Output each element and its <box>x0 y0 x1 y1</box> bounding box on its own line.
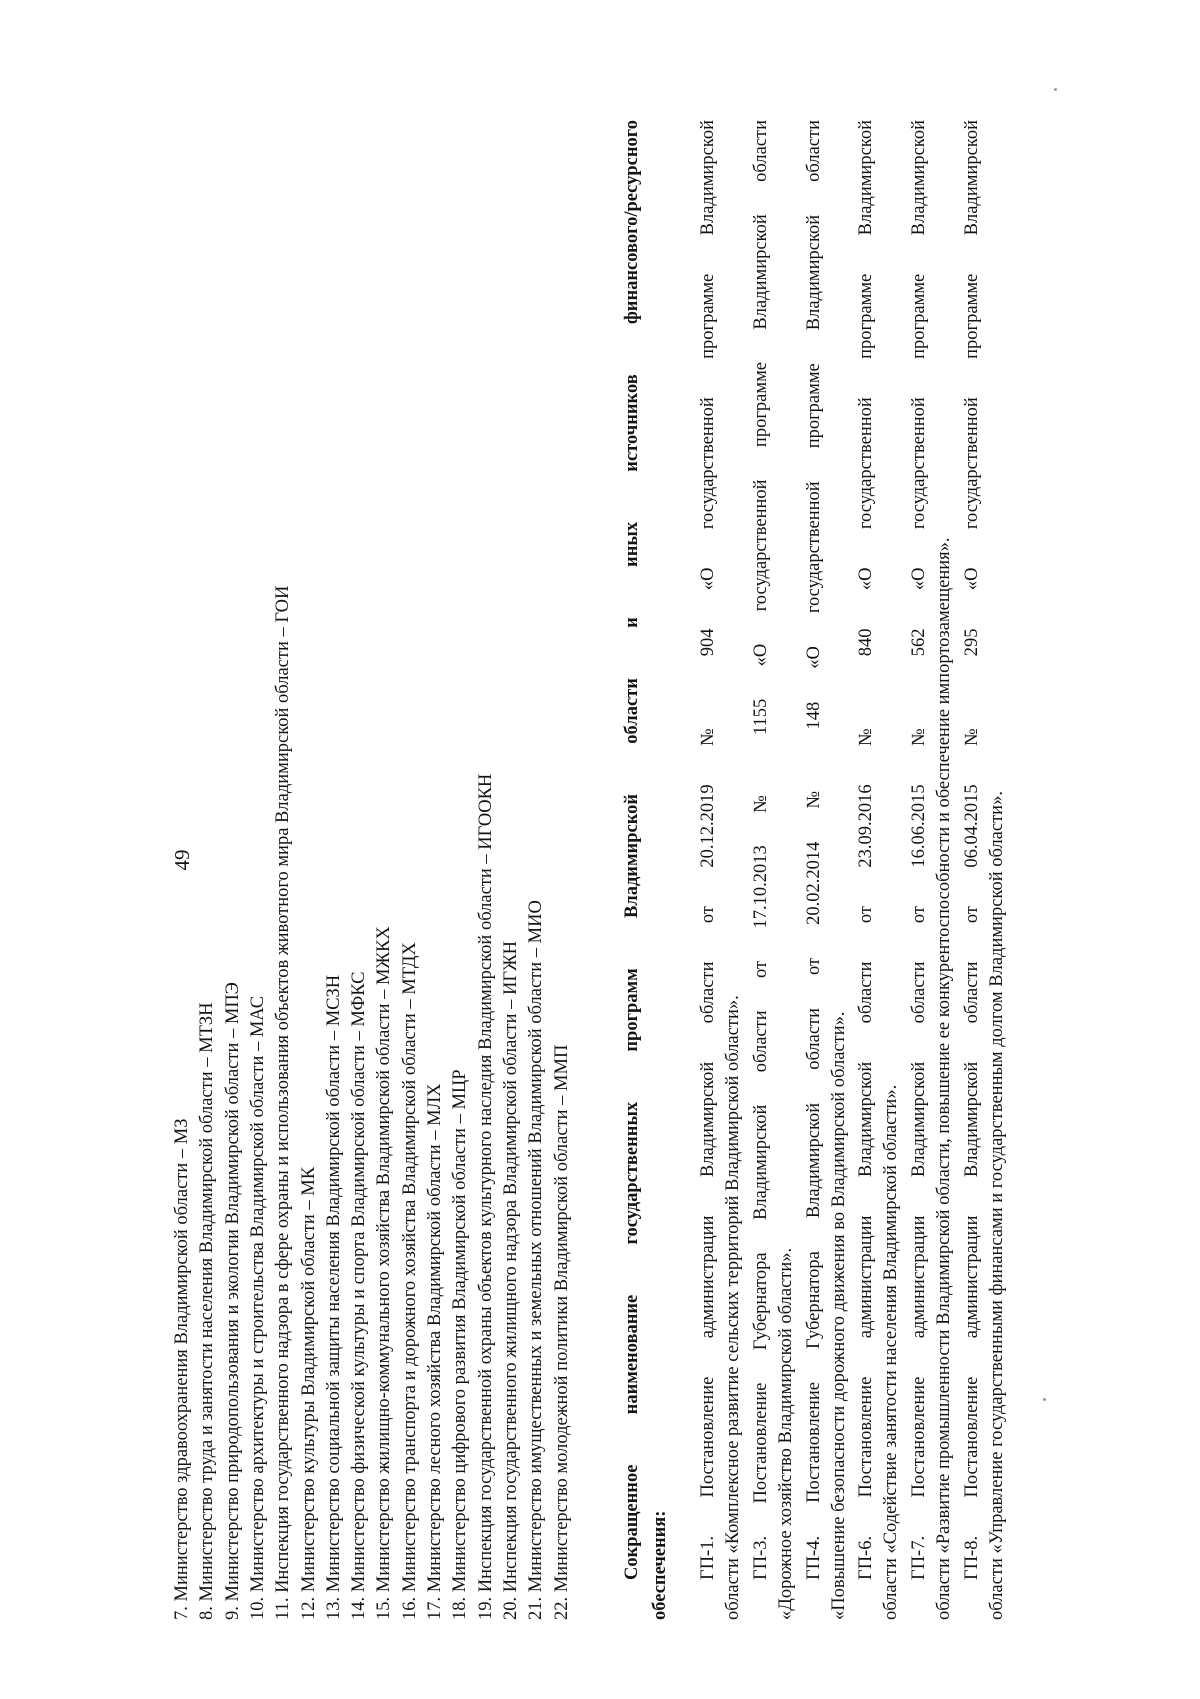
ministry-item: 14. Министерство физической культуры и спорта Владимирской области – МФКС <box>349 971 370 1620</box>
section-heading-line: обеспечения: <box>650 1510 670 1620</box>
ministry-item: 17. Министерство лесного хозяйства Владимирской области – МЛХ <box>425 1083 445 1620</box>
ministry-item: 7. Министерство здравоохранения Владимирской области – МЗ <box>172 1118 192 1620</box>
program-line: «Дорожное хозяйство Владимирской области». <box>775 1247 796 1620</box>
program-line: области «Комплексное развитие сельских территорий Владимирской области». <box>723 995 743 1620</box>
ministry-item: 21. Министерство имущественных и земельных отношений Владимирской области – МИО <box>526 900 547 1620</box>
ministry-item: 19. Инспекция государственной охраны объектов культурного наследия Владимирской области – ИГООКН <box>475 773 496 1620</box>
section-heading-line: Сокращенное наименование государственных программ Владимирской области и иных источников финансового/ресурсного <box>622 120 642 1580</box>
ministry-item: 15. Министерство жилищно-коммунального хозяйства Владимирской области – МЖКХ <box>374 926 395 1620</box>
program-line: области «Управление государственными финансами и государственным долгом Владимирской области». <box>987 791 1007 1620</box>
program-line: ГП-4. Постановление Губернатора Владимирской области от 20.02.2014 № 148 «О государственной программе Владимирской области <box>803 120 824 1580</box>
scan-speck <box>1054 88 1057 91</box>
program-line: области «Содействие занятости населения Владимирской области». <box>881 1084 902 1620</box>
ministry-item: 9. Министерство природопользования и экологии Владимирской области – МПЭ <box>222 982 243 1620</box>
ministry-item: 11. Инспекция государственного надзора в сфере охраны и использования объектов животного мира Владимирской области – ГОИ <box>273 585 294 1620</box>
ministry-item: 18. Министерство цифрового развития Владимирской области – МЦР <box>450 1069 471 1620</box>
program-line: «Повышение безопасности дорожного движения во Владимирской области». <box>828 1011 849 1620</box>
ministry-item: 20. Инспекция государственного жилищного надзора Владимирской области – ИГЖН <box>500 940 521 1620</box>
ministry-item: 13. Министерство социальной защиты населения Владимирской области – МСЗН <box>323 974 344 1620</box>
program-line: ГП-3. Постановление Губернатора Владимирской области от 17.10.2013 № 1155 «О государственной программе Владимирской области <box>750 120 771 1580</box>
program-line: области «Развитие промышленности Владимирской области, повышение ее конкурентоспособности и обеспечение импортозамещения». <box>934 537 955 1620</box>
ministry-item: 12. Министерство культуры Владимирской области – МК <box>298 1166 319 1620</box>
ministry-item: 22. Министерство молодежной политики Владимирской области – ММП <box>551 1044 572 1620</box>
page-number: 49 <box>170 849 194 871</box>
program-line: ГП-7. Постановление администрации Владимирской области от 16.06.2015 № 562 «О государственной программе Владимирской <box>909 120 930 1580</box>
ministry-item: 16. Министерство транспорта и дорожного хозяйства Владимирской области – МТДХ <box>399 942 420 1620</box>
rotated-content <box>170 100 1130 1620</box>
program-line: ГП-1. Постановление администрации Владимирской области от 20.12.2019 № 904 «О государственной программе Владимирской <box>698 120 718 1580</box>
ministry-item: 10. Министерство архитектуры и строительства Владимирской области – МАС <box>247 995 268 1620</box>
program-line: ГП-8. Постановление администрации Владимирской области от 06.04.2015 № 295 «О государственной программе Владимирской <box>962 120 982 1580</box>
ministry-item: 8. Министерство труда и занятости населения Владимирской области – МТЗН <box>197 1002 218 1620</box>
program-line: ГП-6. Постановление администрации Владимирской области от 23.09.2016 № 840 «О государственной программе Владимирской <box>856 120 877 1580</box>
